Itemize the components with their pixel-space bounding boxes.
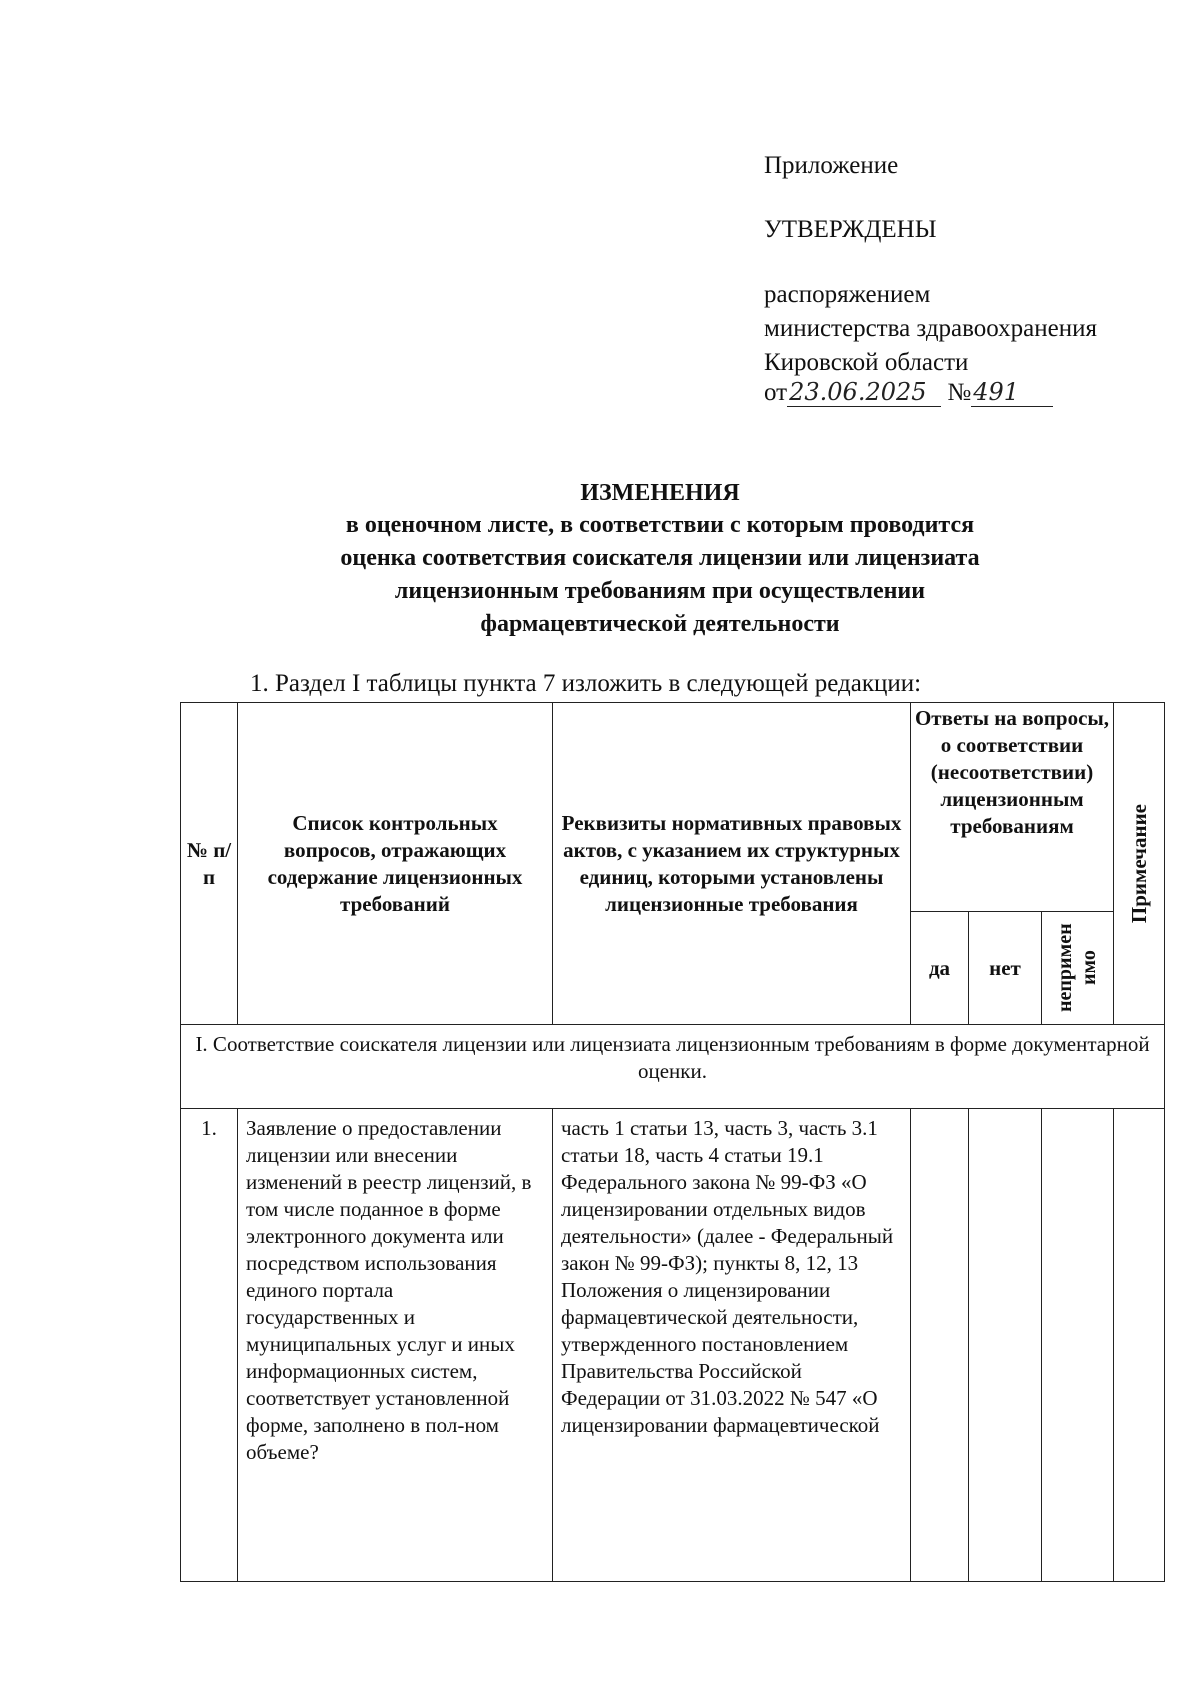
- row-question: Заявление о предоставлении лицензии или внесении изменений в реестр лицензий, в том числе поданное в форме электронного документа или посредством использования единого портала государственных и муниципальных услуг и иных информационных систем, соответствует установленной форме, заполнено в пол-ном объеме?: [238, 1109, 553, 1582]
- title-line-3: лицензионным требованиям при осуществлении: [394, 578, 926, 604]
- approval-line-2: министерства здравоохранения: [764, 315, 1097, 342]
- approval-line-1: распоряжением: [764, 281, 931, 308]
- header-not-applicable: неприменимо: [1042, 912, 1114, 1025]
- row-requisites: часть 1 статьи 13, часть 3, часть 3.1 статьи 18, часть 4 статьи 19.1 Федерального закона № 99-ФЗ «О лицензировании отдельных видов деятельности» (далее - Федеральный закон № 99-ФЗ); пункты 8, 12, 13 Положения о лицензировании фармацевтической деятельности, утвержденного постановлением Правительства Российской Федерации от 31.03.2022 № 547 «О лицензировании фармацевтической: [553, 1109, 911, 1582]
- row-num: 1.: [181, 1109, 238, 1582]
- date-prefix: от: [764, 379, 788, 406]
- title-line-1: в оценочном листе, в соответствии с которым проводится: [345, 512, 975, 538]
- intro-text: 1. Раздел I таблицы пункта 7 изложить в следующей редакции:: [250, 670, 922, 697]
- header-row-1: [181, 703, 1165, 912]
- table-row: [181, 1109, 1165, 1582]
- section-title: I. Соответствие соискателя лицензии или лицензиата лицензионным требованиям в форме документарной оценки.: [181, 1025, 1165, 1109]
- handwritten-number: 491: [971, 378, 1053, 407]
- approval-date-line: [764, 378, 1053, 407]
- title-line-4: фармацевтической деятельности: [480, 611, 840, 637]
- approved-label: УТВЕРЖДЕНЫ: [764, 216, 937, 243]
- header-requisites: Реквизиты нормативных правовых актов, с указанием их структурных единиц, которыми установлены лицензионные требования: [553, 703, 911, 1025]
- row-answer-no: [969, 1109, 1042, 1582]
- appendix-label: Приложение: [764, 152, 899, 179]
- row-answer-yes: [911, 1109, 969, 1582]
- header-answers: Ответы на вопросы, о соответствии (несоответствии) лицензионным требованиям: [911, 703, 1114, 912]
- title-line-2: оценка соответствия соискателя лицензии или лицензиата: [340, 545, 980, 571]
- row-note: [1114, 1109, 1165, 1582]
- number-prefix: №: [947, 379, 972, 406]
- header-num: № п/п: [181, 703, 238, 1025]
- document-heading: ИЗМЕНЕНИЯ: [580, 480, 740, 506]
- handwritten-date: 23.06.2025: [787, 378, 941, 407]
- header-questions: Список контрольных вопросов, отражающих содержание лицензионных требований: [238, 703, 553, 1025]
- header-no: нет: [969, 912, 1042, 1025]
- assessment-table: [180, 702, 1165, 1582]
- header-yes: да: [911, 912, 969, 1025]
- row-answer-na: [1042, 1109, 1114, 1582]
- section-row: [181, 1025, 1165, 1109]
- approval-line-3: Кировской области: [764, 349, 969, 376]
- header-note: Примечание: [1114, 703, 1165, 1025]
